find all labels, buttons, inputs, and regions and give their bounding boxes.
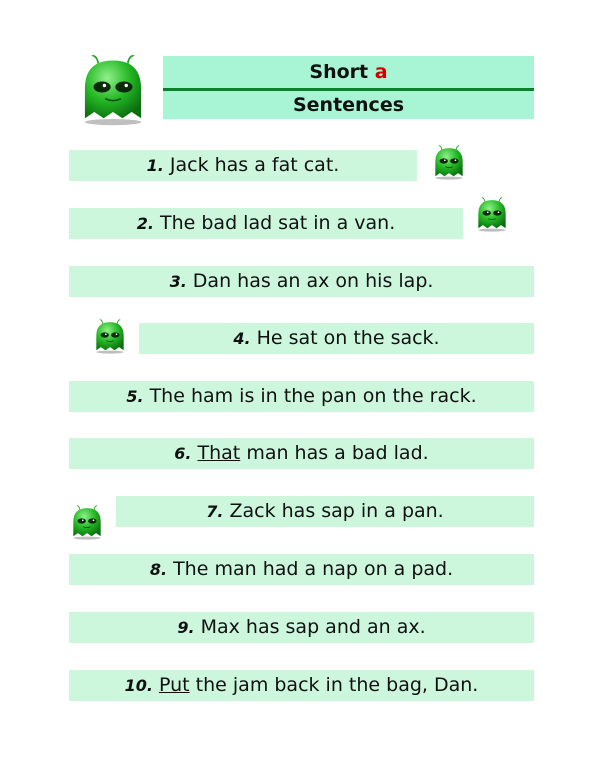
sentence-row (69, 381, 534, 412)
sentence-number: 9. (177, 618, 195, 637)
sentence-text: Zack has sap in a pan. (229, 500, 444, 522)
title-main: Short (309, 61, 369, 83)
sentence-text: man has a bad lad. (246, 442, 429, 464)
sentence-row (69, 438, 534, 469)
sentence-text: Max has sap and an ax. (200, 616, 426, 638)
sentence-text: He sat on the sack. (256, 327, 440, 349)
sentence-underlined-word: That (197, 442, 241, 464)
sentence-number: 2. (136, 214, 154, 233)
alien-mascot-icon (68, 502, 106, 540)
sentence-text: The bad lad sat in a van. (159, 212, 396, 234)
sentence-number: 4. (233, 329, 251, 348)
sentence-number: 10. (124, 676, 153, 695)
sentence-row (116, 496, 534, 527)
sentence-number: 6. (174, 444, 192, 463)
alien-mascot-icon (91, 316, 129, 354)
page-title (163, 56, 534, 91)
sentence-number: 1. (146, 156, 164, 175)
alien-mascot-icon (473, 194, 511, 232)
sentence-number: 7. (206, 502, 224, 521)
sentence-text: Jack has a fat cat. (169, 154, 340, 176)
page-subtitle: Sentences (163, 91, 534, 119)
sentence-row (69, 150, 417, 181)
sentence-number: 5. (126, 387, 144, 406)
sentence-row (69, 208, 463, 239)
alien-mascot-icon (430, 142, 468, 180)
title-accent: a (374, 61, 388, 83)
sentence-text: The ham is in the pan on the rack. (149, 385, 477, 407)
sentence-number: 3. (169, 272, 187, 291)
sentence-row (69, 266, 534, 297)
sentence-text: the jam back in the bag, Dan. (195, 674, 479, 696)
sentence-row (139, 323, 534, 354)
sentence-text: The man had a nap on a pad. (173, 558, 454, 580)
sentence-row (69, 670, 534, 701)
sentence-text: Dan has an ax on his lap. (192, 270, 434, 292)
sentence-number: 8. (149, 560, 168, 579)
sentence-row (69, 612, 534, 643)
sentence-underlined-word: Put (159, 674, 190, 696)
sentence-row (69, 554, 534, 585)
alien-mascot-icon (74, 48, 152, 126)
